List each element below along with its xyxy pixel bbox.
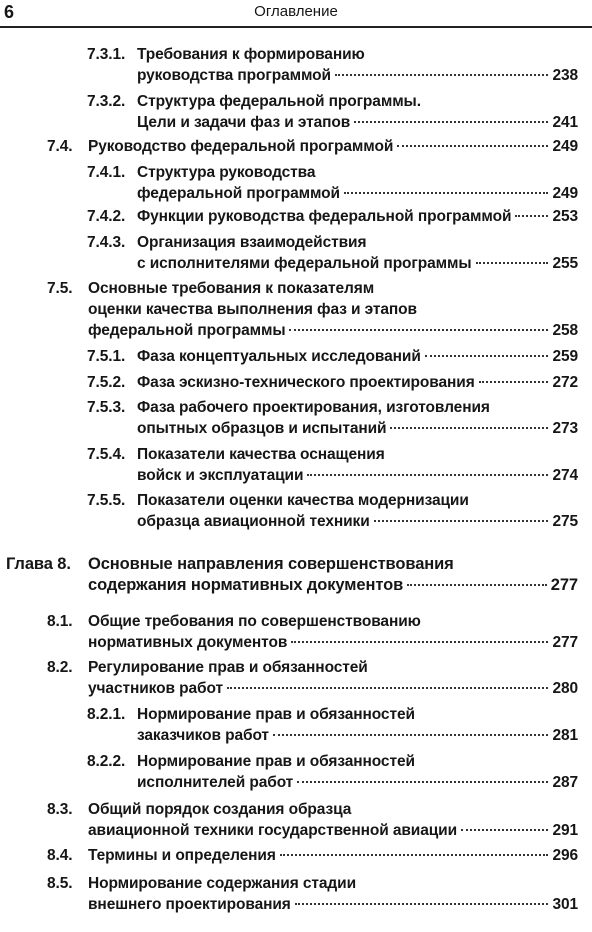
dot-leader <box>479 381 549 383</box>
toc-entry-page-number: 291 <box>552 822 578 839</box>
toc-entry[interactable] <box>0 751 592 793</box>
toc-entry-title <box>88 611 578 653</box>
toc-entry-page-number: 275 <box>552 513 578 530</box>
toc-entry-title <box>137 444 578 486</box>
dot-leader <box>476 262 549 264</box>
toc-entry-title <box>88 845 578 866</box>
toc-entry-page-number: 249 <box>552 185 578 202</box>
dot-leader <box>289 329 548 331</box>
toc-entry-number: 8.4. <box>47 847 73 864</box>
dot-leader <box>407 584 547 586</box>
toc-entry-title-line: Функции руководства федеральной программой <box>137 208 512 225</box>
toc-entry-number: 7.4.3. <box>87 234 126 251</box>
dot-leader <box>297 781 548 783</box>
toc-entry[interactable] <box>0 657 592 699</box>
toc-entry-page-number: 280 <box>552 680 578 697</box>
dot-leader <box>425 355 549 357</box>
toc-entry-title-line: Фаза концептуальных исследований <box>137 348 421 365</box>
toc-entry-title <box>137 751 578 793</box>
toc-entry-title-line: содержания нормативных документов <box>88 576 404 594</box>
toc-entry-title-line: Регулирование прав и обязанностей <box>88 659 368 676</box>
toc-entry-page-number: 258 <box>552 322 578 339</box>
toc-entry[interactable] <box>0 611 592 653</box>
toc-entry-title-line: Показатели качества оснащения <box>137 446 385 463</box>
toc-entry-page-number: 277 <box>550 576 578 594</box>
toc-entry-number: 7.3.2. <box>87 93 126 110</box>
toc-entry-number: 8.2.1. <box>87 706 126 723</box>
toc-entry[interactable] <box>0 397 592 439</box>
toc-entry-page-number: 241 <box>552 114 578 131</box>
dot-leader <box>374 520 549 522</box>
toc-entry[interactable] <box>0 490 592 532</box>
toc-entry-title-line: Общий порядок создания образца <box>88 801 352 818</box>
toc-entry-title <box>88 278 578 341</box>
toc-entry-number: Глава 8. <box>6 555 71 573</box>
toc-entry-page-number: 277 <box>552 634 578 651</box>
toc-entry-title-line: Структура руководства <box>137 164 316 181</box>
dot-leader <box>280 854 549 856</box>
toc-entry-title-line: Руководство федеральной программой <box>88 138 394 155</box>
toc-entry-title-line: оценки качества выполнения фаз и этапов <box>88 301 417 318</box>
page-header <box>0 0 592 28</box>
dot-leader <box>344 192 549 194</box>
toc-entry-title <box>137 397 578 439</box>
running-title: Оглавление <box>254 3 338 20</box>
toc-entry-title <box>137 162 578 204</box>
toc-entry-title <box>88 554 578 596</box>
toc-entry[interactable] <box>0 232 592 274</box>
toc-entry-page-number: 253 <box>552 208 578 225</box>
toc-entry[interactable] <box>0 845 592 866</box>
toc-entry[interactable] <box>0 554 592 596</box>
toc-entry[interactable] <box>0 162 592 204</box>
toc-entry-page-number: 238 <box>552 67 578 84</box>
toc-entry-title-line: Фаза рабочего проектирования, изготовления <box>137 399 490 416</box>
toc-entry-title <box>88 799 578 841</box>
toc-entry-number: 7.5.1. <box>87 348 126 365</box>
toc-entry-title-line: авиационной техники государственной авиации <box>88 822 458 839</box>
toc-entry-title-line: войск и эксплуатации <box>137 467 304 484</box>
toc-entry-page-number: 296 <box>552 847 578 864</box>
toc-entry-title-line: опытных образцов и испытаний <box>137 420 387 437</box>
toc-entry[interactable] <box>0 444 592 486</box>
toc-entry-title-line: Основные требования к показателям <box>88 280 375 297</box>
toc-entry-page-number: 272 <box>552 374 578 391</box>
toc-entry-title-line: Нормирование прав и обязанностей <box>137 706 415 723</box>
toc-entry-page-number: 255 <box>552 255 578 272</box>
toc-entry-number: 7.5.4. <box>87 446 126 463</box>
dot-leader <box>227 687 549 689</box>
toc-entry[interactable] <box>0 278 592 341</box>
toc-entry-page-number: 281 <box>552 727 578 744</box>
toc-entry-page-number: 259 <box>552 348 578 365</box>
dot-leader <box>397 145 548 147</box>
toc-entry[interactable] <box>0 136 592 157</box>
toc-entry-number: 8.2. <box>47 659 73 676</box>
dot-leader <box>291 641 548 643</box>
toc-entry-title <box>137 232 578 274</box>
toc-entry-title-line: федеральной программы <box>88 322 286 339</box>
dot-leader <box>295 903 549 905</box>
dot-leader <box>390 427 548 429</box>
toc-entry-page-number: 301 <box>552 896 578 913</box>
toc-entry-number: 8.5. <box>47 875 73 892</box>
toc-entry-title-line: Структура федеральной программы. <box>137 93 421 110</box>
toc-entry[interactable] <box>0 873 592 915</box>
toc-entry-number: 7.5.5. <box>87 492 126 509</box>
toc-entry-page-number: 273 <box>552 420 578 437</box>
toc-entry-title-line: Нормирование прав и обязанностей <box>137 753 415 770</box>
toc-entry[interactable] <box>0 704 592 746</box>
toc-entry-title-line: с исполнителями федеральной программы <box>137 255 472 272</box>
toc-entry-page-number: 249 <box>552 138 578 155</box>
dot-leader <box>307 474 548 476</box>
toc-entry-title <box>137 704 578 746</box>
toc-entry-title <box>137 44 578 86</box>
dot-leader <box>273 734 549 736</box>
toc-entry-title-line: нормативных документов <box>88 634 288 651</box>
toc-entry-title-line: Нормирование содержания стадии <box>88 875 356 892</box>
toc-entry-title-line: Требования к формированию <box>137 46 365 63</box>
toc-entry-title-line: Фаза эскизно-технического проектирования <box>137 374 475 391</box>
dot-leader <box>461 829 548 831</box>
toc-entry-title-line: заказчиков работ <box>137 727 269 744</box>
toc-entry-title-line: Термины и определения <box>88 847 276 864</box>
dot-leader <box>335 74 548 76</box>
toc-entry-number: 7.5.3. <box>87 399 126 416</box>
toc-entry-title-line: образца авиационной техники <box>137 513 370 530</box>
toc-entry-title <box>137 372 578 393</box>
toc-entry-title-line: руководства программой <box>137 67 331 84</box>
toc-entry-number: 8.1. <box>47 613 73 630</box>
toc-entry[interactable] <box>0 206 592 227</box>
toc-entry-title-line: федеральной программой <box>137 185 340 202</box>
toc-entry-number: 7.4.1. <box>87 164 126 181</box>
toc-entry-title-line: Организация взаимодействия <box>137 234 367 251</box>
toc-entry-number: 8.2.2. <box>87 753 126 770</box>
toc-entry-title-line: Общие требования по совершенствованию <box>88 613 421 630</box>
toc-entry-title <box>137 346 578 367</box>
toc-entry-title <box>137 490 578 532</box>
toc-entry-number: 7.5.2. <box>87 374 126 391</box>
toc-entry-title <box>88 873 578 915</box>
toc-entry-title <box>88 136 578 157</box>
toc-entry[interactable] <box>0 346 592 367</box>
toc-entry-title-line: Цели и задачи фаз и этапов <box>137 114 351 131</box>
toc-entry-number: 7.4.2. <box>87 208 126 225</box>
dot-leader <box>354 121 548 123</box>
toc-entry[interactable] <box>0 44 592 86</box>
toc-entry-number: 7.4. <box>47 138 73 155</box>
toc-entry-number: 8.3. <box>47 801 73 818</box>
toc-entry-page-number: 274 <box>552 467 578 484</box>
toc-entry[interactable] <box>0 799 592 841</box>
toc-entry-title-line: исполнителей работ <box>137 774 294 791</box>
toc-entry-title-line: внешнего проектирования <box>88 896 291 913</box>
toc-entry-title <box>137 206 578 227</box>
toc-entry-title <box>137 91 578 133</box>
toc-entry-title-line: Показатели оценки качества модернизации <box>137 492 469 509</box>
toc-entry[interactable] <box>0 91 592 133</box>
toc-entry-page-number: 287 <box>552 774 578 791</box>
toc-entry-title <box>88 657 578 699</box>
dot-leader <box>515 215 548 217</box>
toc-entry-number: 7.5. <box>47 280 73 297</box>
toc-entry-title-line: участников работ <box>88 680 223 697</box>
toc-entry[interactable] <box>0 372 592 393</box>
toc-entry-number: 7.3.1. <box>87 46 126 63</box>
toc-entry-title-line: Основные направления совершенствования <box>88 555 454 573</box>
page-number: 6 <box>4 2 15 22</box>
